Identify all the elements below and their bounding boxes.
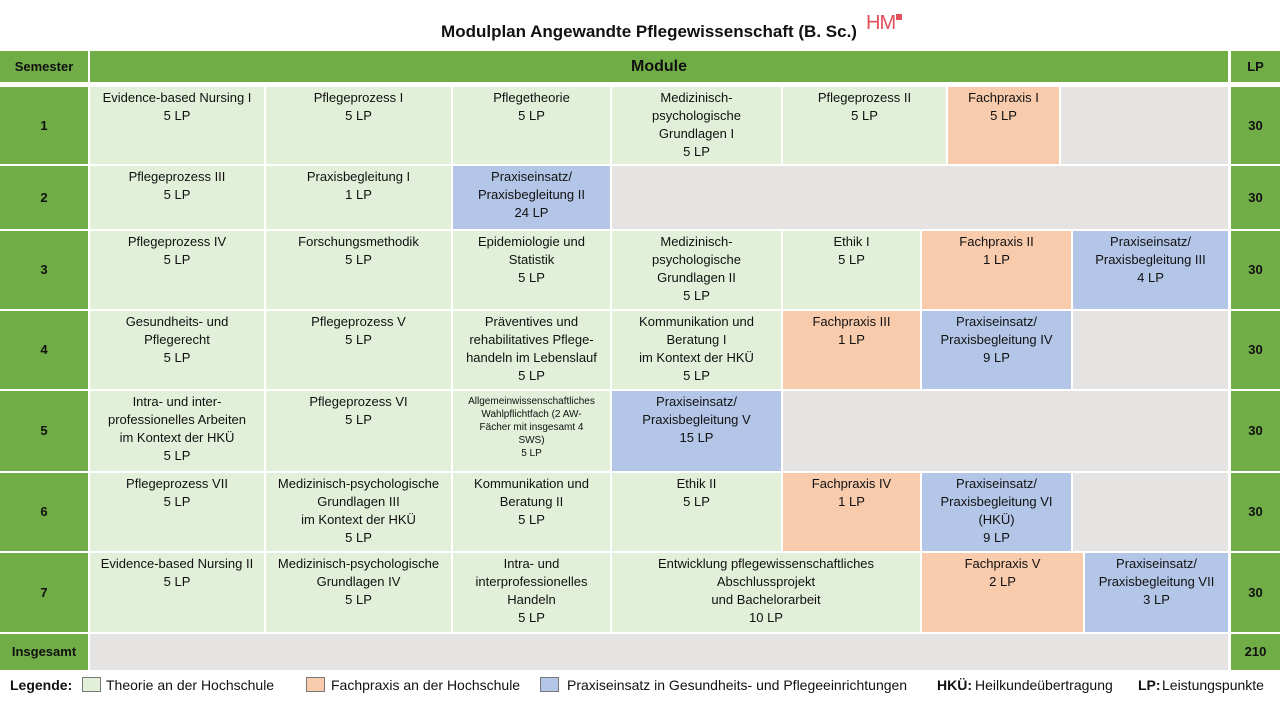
legend-praxis-swatch [540,677,559,692]
legend-lp-abbr: LP: [1138,677,1161,693]
legend-hku-text: Heilkundeübertragung [975,677,1113,693]
module-cell: Fachpraxis IV 1 LP [783,473,920,551]
row-lp-cell: 30 [1231,87,1280,164]
row-lp-cell: 30 [1231,391,1280,471]
legend-fach-text: Fachpraxis an der Hochschule [331,677,521,693]
page-title: Modulplan Angewandte Pflegewissenschaft (B. Sc.) [441,22,857,41]
module-cell: Entwicklung pflegewissenschaftliches Abschlussprojekt und Bachelorarbeit 10 LP [612,553,920,632]
module-cell: Pflegeprozess VII 5 LP [90,473,264,551]
header-module: Module [90,51,1228,82]
empty-cell [783,391,1228,471]
total-empty-cell [90,634,1228,670]
legend-hku-abbr: HKÜ: [937,677,972,693]
module-cell: Praxiseinsatz/ Praxisbegleitung VI (HKÜ) 9 LP [922,473,1071,551]
logo-text: HM [866,12,896,34]
legend-praxis-text: Praxiseinsatz in Gesundheits- und Pflegeeinrichtungen [567,677,908,693]
semester-cell: 3 [0,231,88,309]
module-cell: Ethik I 5 LP [783,231,920,309]
row-lp-cell: 30 [1231,231,1280,309]
module-cell: Ethik II 5 LP [612,473,781,551]
module-cell: Praxiseinsatz/ Praxisbegleitung VII 3 LP [1085,553,1228,632]
legend-lp-text: Leistungspunkte [1162,677,1264,693]
module-cell: Fachpraxis III 1 LP [783,311,920,389]
module-cell: Kommunikation und Beratung I im Kontext der HKÜ 5 LP [612,311,781,389]
module-cell: Praxiseinsatz/ Praxisbegleitung III 4 LP [1073,231,1228,309]
row-lp-cell: 30 [1231,166,1280,229]
module-cell: Kommunikation und Beratung II 5 LP [453,473,610,551]
module-cell: Evidence-based Nursing II 5 LP [90,553,264,632]
logo-flag-icon [896,14,902,20]
legend-theory-swatch [82,677,101,692]
header-semester: Semester [0,51,88,82]
module-cell: Medizinisch- psychologische Grundlagen I 5 LP [612,87,781,164]
semester-cell: 7 [0,553,88,632]
module-cell: Medizinisch-psychologische Grundlagen III im Kontext der HKÜ 5 LP [266,473,451,551]
module-cell: Pflegeprozess IV 5 LP [90,231,264,309]
module-cell: Fachpraxis II 1 LP [922,231,1071,309]
semester-cell: 4 [0,311,88,389]
row-lp-cell: 30 [1231,311,1280,389]
module-cell: Intra- und inter- professionelles Arbeiten im Kontext der HKÜ 5 LP [90,391,264,471]
module-cell: Epidemiologie und Statistik 5 LP [453,231,610,309]
module-cell: Pflegeprozess I 5 LP [266,87,451,164]
module-cell: Gesundheits- und Pflegerecht 5 LP [90,311,264,389]
total-label: Insgesamt [0,634,88,670]
module-cell: Medizinisch-psychologische Grundlagen IV 5 LP [266,553,451,632]
semester-cell: 5 [0,391,88,471]
legend-fach-swatch [306,677,325,692]
module-cell: Intra- und interprofessionelles Handeln 5 LP [453,553,610,632]
empty-cell [612,166,1228,229]
row-lp-cell: 30 [1231,553,1280,632]
hm-logo [866,12,904,34]
legend-label: Legende: [10,677,73,693]
module-cell: Praxiseinsatz/ Praxisbegleitung IV 9 LP [922,311,1071,389]
semester-cell: 6 [0,473,88,551]
module-cell: Praxiseinsatz/ Praxisbegleitung II 24 LP [453,166,610,229]
module-cell: Fachpraxis I 5 LP [948,87,1059,164]
module-cell: Pflegetheorie 5 LP [453,87,610,164]
empty-cell [1073,311,1228,389]
row-lp-cell: 30 [1231,473,1280,551]
module-cell: Pflegeprozess V 5 LP [266,311,451,389]
module-cell: Praxisbegleitung I 1 LP [266,166,451,229]
header-lp: LP [1231,51,1280,82]
module-cell: Fachpraxis V 2 LP [922,553,1083,632]
module-cell: Pflegeprozess VI 5 LP [266,391,451,471]
legend-theory-text: Theorie an der Hochschule [106,677,275,693]
module-cell: Pflegeprozess II 5 LP [783,87,946,164]
semester-cell: 1 [0,87,88,164]
empty-cell [1073,473,1228,551]
empty-cell [1061,87,1228,164]
module-cell: Präventives und rehabilitatives Pflege- handeln im Lebenslauf 5 LP [453,311,610,389]
module-cell: Forschungsmethodik 5 LP [266,231,451,309]
module-cell: Pflegeprozess III 5 LP [90,166,264,229]
module-cell: Praxiseinsatz/ Praxisbegleitung V 15 LP [612,391,781,471]
module-cell: Medizinisch- psychologische Grundlagen II 5 LP [612,231,781,309]
module-cell: Evidence-based Nursing I 5 LP [90,87,264,164]
total-lp: 210 [1231,634,1280,670]
module-cell: Allgemeinwissenschaftliches Wahlpflichtfach (2 AW- Fächer mit insgesamt 4 SWS) 5 LP [453,391,610,471]
semester-cell: 2 [0,166,88,229]
